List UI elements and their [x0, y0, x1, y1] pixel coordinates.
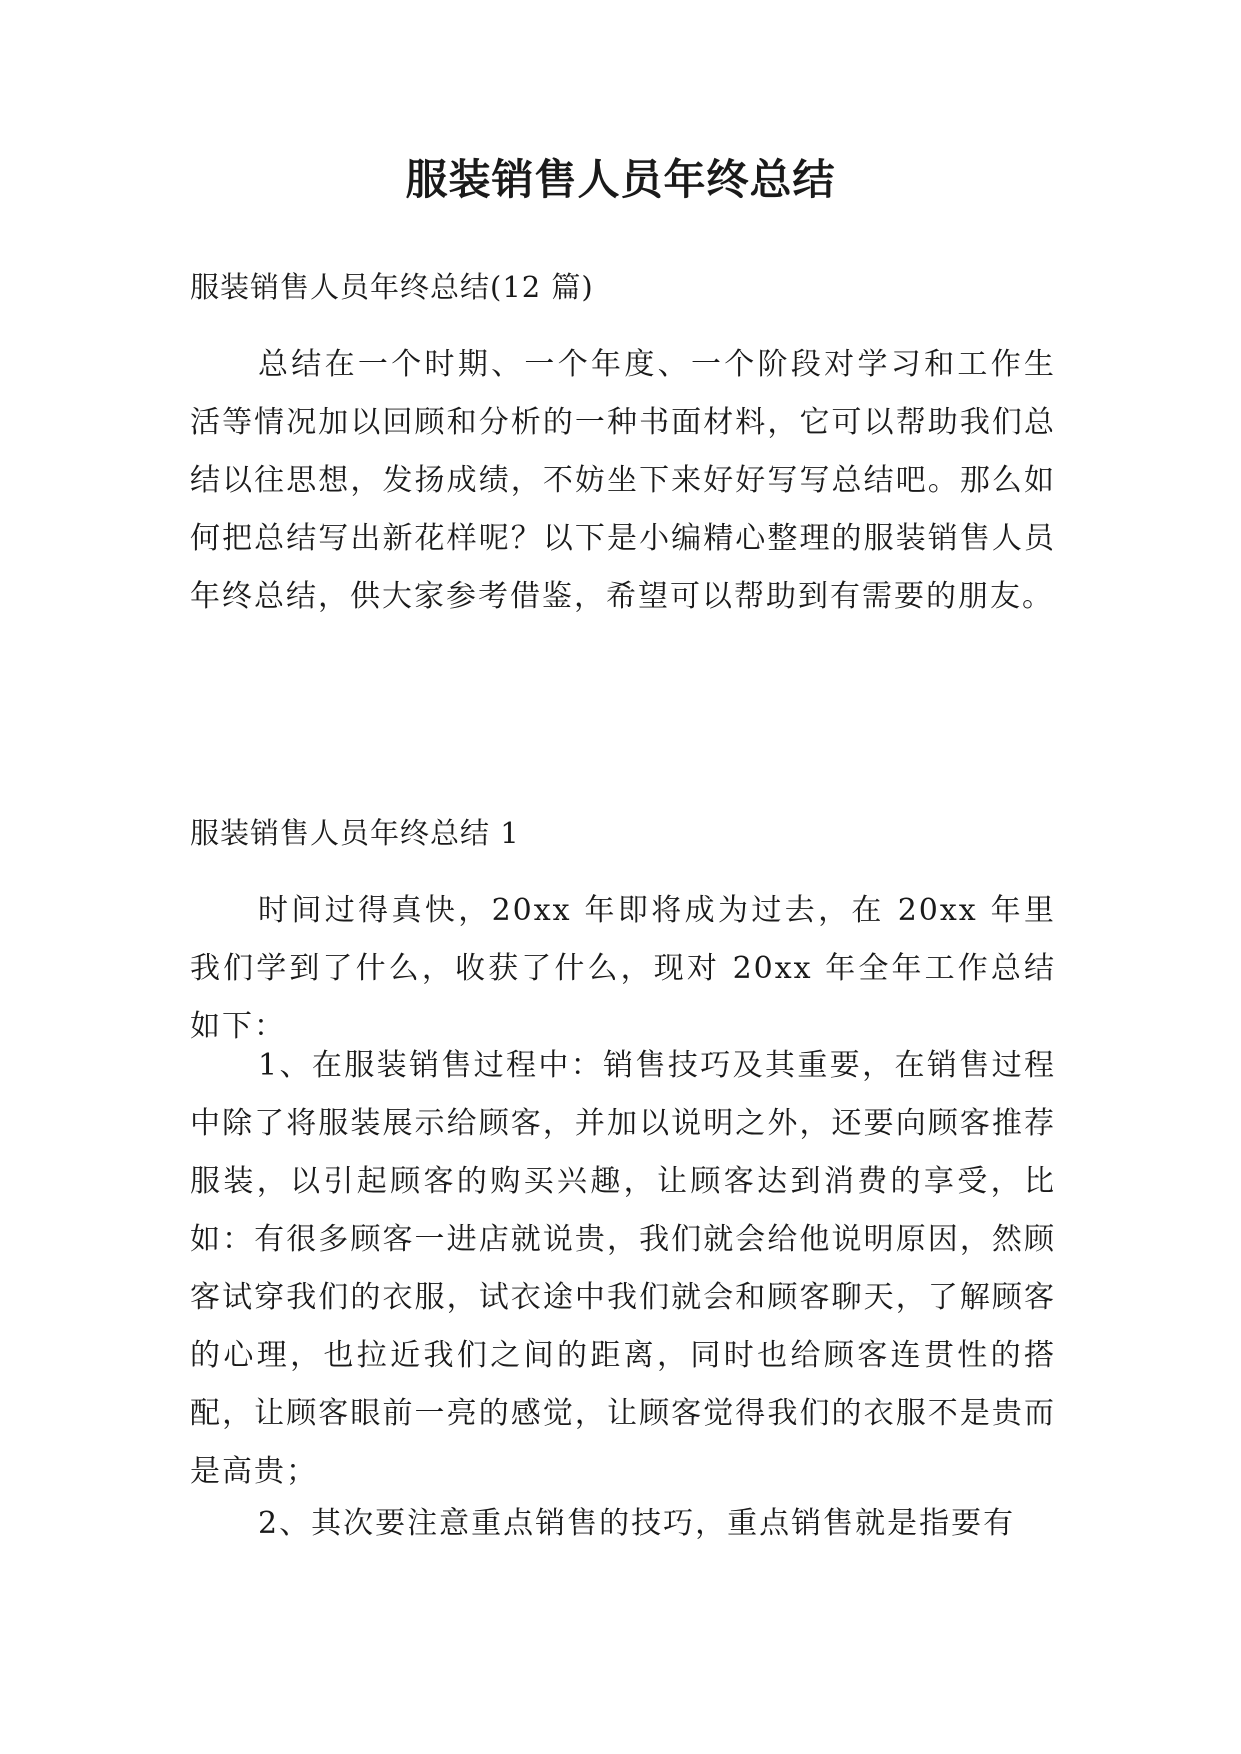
section-1-paragraph-3: 2、其次要注意重点销售的技巧，重点销售就是指要有 [258, 1506, 1016, 1541]
document-subtitle: 服装销售人员年终总结(12 篇) [190, 270, 594, 304]
document-title: 服装销售人员年终总结 [405, 155, 836, 204]
section-1-paragraph-1: 时间过得真快，20xx 年即将成为过去，在 20xx 年里我们学到了什么，收获了什么，现对 20xx 年全年工作总结如下： [190, 893, 1056, 1044]
section-1-title: 服装销售人员年终总结 1 [190, 816, 520, 850]
section-1-paragraph-2: 1、在服装销售过程中：销售技巧及其重要，在销售过程中除了将服装展示给顾客，并加以说明之外，还要向顾客推荐服装，以引起顾客的购买兴趣，让顾客达到消费的享受，比如：有很多顾客一进店就说贵，我们就会给他说明原因，然顾客试穿我们的衣服，试衣途中我们就会和顾客聊天，了解顾客的心理，也拉近我们之间的距离，同时也给顾客连贯性的搭配，让顾客眼前一亮的感觉，让顾客觉得我们的衣服不是贵而是高贵； [190, 1048, 1056, 1489]
intro-paragraph: 总结在一个时期、一个年度、一个阶段对学习和工作生活等情况加以回顾和分析的一种书面材料，它可以帮助我们总结以往思想，发扬成绩，不妨坐下来好好写写总结吧。那么如何把总结写出新花样呢？以下是小编精心整理的服装销售人员年终总结，供大家参考借鉴，希望可以帮助到有需要的朋友。 [190, 347, 1056, 614]
